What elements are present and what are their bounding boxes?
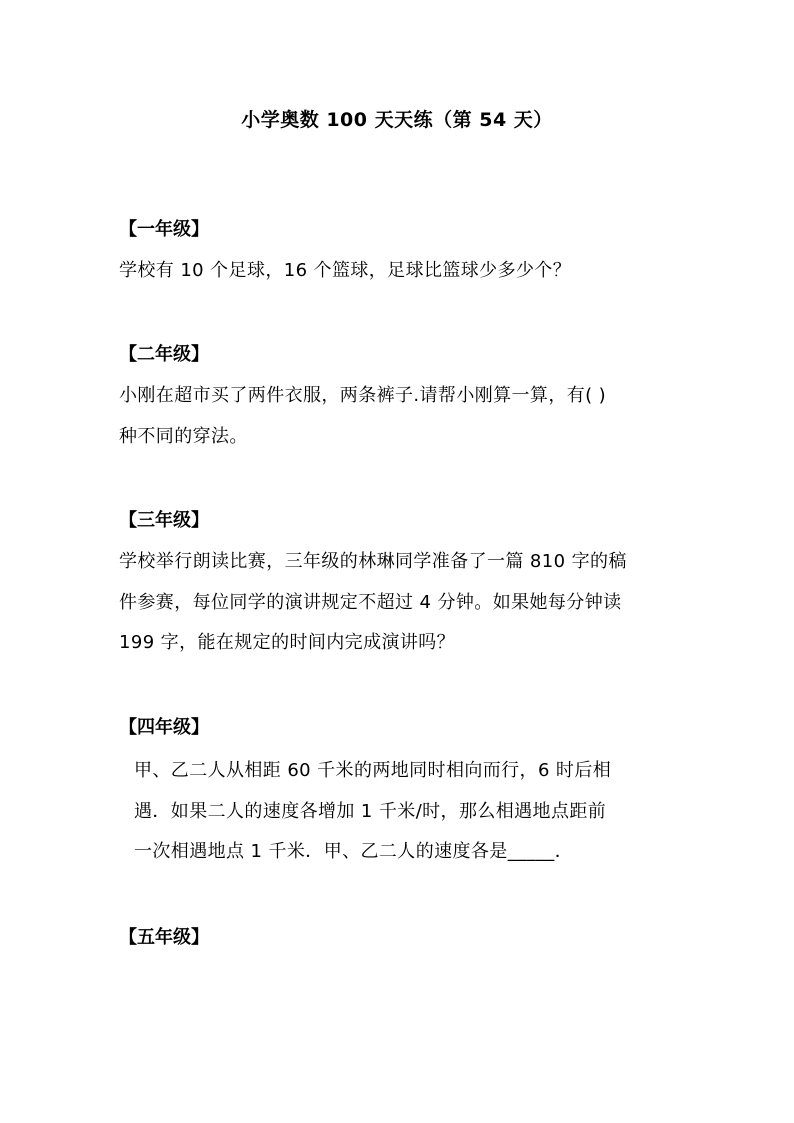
- question-line: 199 字，能在规定的时间内完成演讲吗？: [119, 632, 456, 653]
- question-line: 种不同的穿法。: [119, 425, 248, 447]
- section-heading-grade-4: 【四年级】: [119, 717, 209, 738]
- question-line: 甲、乙二人从相距 60 千米的两地同时相向而行，6 时后相: [134, 760, 612, 781]
- section-heading-grade-1: 【一年级】: [119, 219, 209, 240]
- section-heading-grade-5: 【五年级】: [119, 927, 209, 948]
- question-line: 学校有 10 个足球，16 个篮球，足球比篮球少多少个？: [119, 260, 572, 281]
- question-grade-1: [119, 251, 679, 292]
- question-grade-3: [119, 542, 679, 664]
- question-grade-4: [134, 751, 694, 873]
- section-heading-grade-2: 【二年级】: [119, 344, 209, 365]
- question-line: 学校举行朗读比赛，三年级的林琳同学准备了一篇 810 字的稿: [119, 551, 627, 572]
- question-line: 件参赛，每位同学的演讲规定不超过 4 分钟。如果她每分钟读: [119, 591, 622, 613]
- page-title: 小学奥数 100 天天练（第 54 天）: [241, 109, 553, 131]
- section-heading-grade-3: 【三年级】: [119, 510, 209, 531]
- question-grade-2: [119, 376, 679, 457]
- question-line: 小刚在超市买了两件衣服，两条裤子.请帮小刚算一算，有( ): [119, 385, 607, 406]
- question-line: 遇．如果二人的速度各增加 1 千米/时，那么相遇地点距前: [134, 800, 607, 822]
- question-line: 一次相遇地点 1 千米．甲、乙二人的速度各是_____．: [134, 841, 574, 862]
